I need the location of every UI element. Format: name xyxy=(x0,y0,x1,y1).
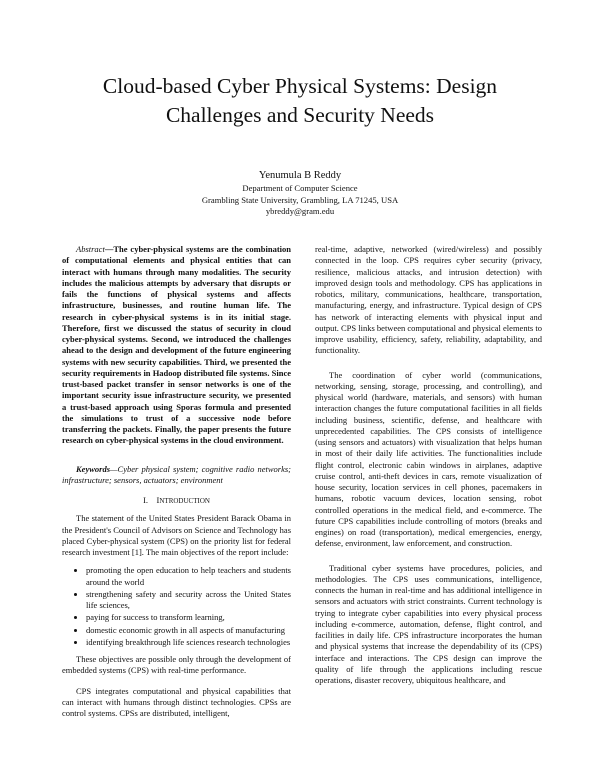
keywords-label: Keywords xyxy=(76,463,110,474)
author-name: Yenumula B Reddy xyxy=(258,170,342,181)
author-department: Department of Computer Science xyxy=(242,183,358,193)
section-number: I. xyxy=(143,495,149,505)
keywords xyxy=(62,464,291,487)
list-item: • promoting the open education to help teachers and students around the world xyxy=(86,565,291,588)
right-paragraph-1: real-time, adaptive, networked (wired/wireless) and possibly connected in the loop. CPS requires cyber security (privacy, resilience, malicious attacks, and intrusion detection) with improved design tools and methodology. CPS has applications in robotics, military, communications, healthcare, transportation, manufacturing, energy, and infrastructure. Typical design of CPS has network of interacting elements with physical input and output. CPS links between computational and physical elements to improve usability, efficiency, safety, reliability, adaptability, and functionality. xyxy=(315,244,542,356)
keywords-text: —Cyber physical system; cognitive radio networks; infrastructure; sensors, actuators; environment xyxy=(62,463,291,485)
section-first-letter: I xyxy=(156,495,160,505)
right-paragraph-3: Traditional cyber systems have procedures, policies, and methodologies. The CPS uses communications, intelligence, connects the human in real-time and has additional intelligence in sensors and actuators with strict constraints. Current technology is trying to integrate cyber capabilities into every physical process including e-commerce, automation, defense, flight control, and facilities in daily life. CPS infrastructure incorporates the human and physical systems that increase the dependability of its (CPS) interface and interactions. The CPS design can improve the quality of life through the applications including rescue operations, disaster recovery, ubiquitous healthcare, and xyxy=(315,562,542,685)
section-heading-introduction xyxy=(62,495,291,507)
paper-title xyxy=(40,72,560,130)
list-item: • paying for success to transform learning, xyxy=(86,612,291,623)
list-item: • strengthening safety and security across the United States life sciences, xyxy=(86,589,291,612)
intro-paragraph-1: The statement of the United States President Barack Obama in the President's Council of Advisors on Science and Technology has placed Cyber-physical system (CPS) on the priority list for federal research investment [1]. The main objectives of the report include: xyxy=(62,513,291,557)
objectives-list xyxy=(62,565,291,648)
abstract xyxy=(62,244,291,447)
abstract-text: —The cyber-physical systems are the combination of computational elements and physical entities that can interact with humans through many modalities. The security includes the malicious attempts by adversary that disrupts or fails the functions of physical systems and affects infrastructure, businesses, and routine human life. The research in cyber-physical systems is in its initial stage. Therefore, first we discussed the status of security in cloud cyber-physical systems. Second, we introduced the challenges ahead to the design and development of the future engineering systems with new security capabilities. Third, we presented the security requirements in Hadoop distributed file systems. Since trust-based packet transfer in sensor networks is one of the important security issue infrastructure security, we presented a trust-based approach using Sporas formula and presented the simulations to trust of a successive node before transferring the packets. Finally, the paper presents the future research on cyber-physical systems in the cloud environment. xyxy=(62,244,291,446)
title-line-1: Cloud-based Cyber Physical Systems: Design xyxy=(102,74,498,98)
left-column xyxy=(62,244,291,719)
intro-paragraph-2: These objectives are possible only through the development of embedded systems (CPS) with real-time performance. xyxy=(62,654,291,676)
right-paragraph-2: The coordination of cyber world (communications, networking, sensing, storage, processing, and controlling), and physical world (hardware, materials, and sensors) with human interaction changes the future computational facilities in all fields including business, scientific, defense, and healthcare with unprecedented capabilities. The CPS consists of intelligence (using sensors and actuators) with visualization that helps human in most of their daily life activities. The functionalities include flight control, electronic cabin windows in airplanes, adaptive cruise control, anti-theft devices in cars, remote visualization of house security, location services in cell phones, pacemakers in humans, robotic vacuum devices, location sensing, robot controlled operations in the medical field, and e-commerce. The future CPS capabilities include controlling of motors (breaks and engines) on road (transportation), medical emergencies, energy, defense, environment, law enforcement, and construction. xyxy=(315,369,542,549)
abstract-label: Abstract xyxy=(76,244,105,254)
section-title-rest: NTRODUCTION xyxy=(159,497,210,505)
author-affiliation: Grambling State University, Grambling, LA 71245, USA xyxy=(201,194,399,205)
list-item: • domestic economic growth in all aspects of manufacturing xyxy=(86,625,291,636)
title-line-2: Challenges and Security Needs xyxy=(165,103,435,127)
intro-paragraph-3: CPS integrates computational and physical capabilities that can interact with humans through distinct technologies. CPSs are control systems. CPSs are distributed, intelligent, xyxy=(62,685,291,718)
right-column xyxy=(315,244,542,686)
author-block xyxy=(100,169,500,218)
list-item: • identifying breakthrough life sciences research technologies xyxy=(86,637,291,648)
author-email: ybreddy@gram.edu xyxy=(265,206,335,217)
